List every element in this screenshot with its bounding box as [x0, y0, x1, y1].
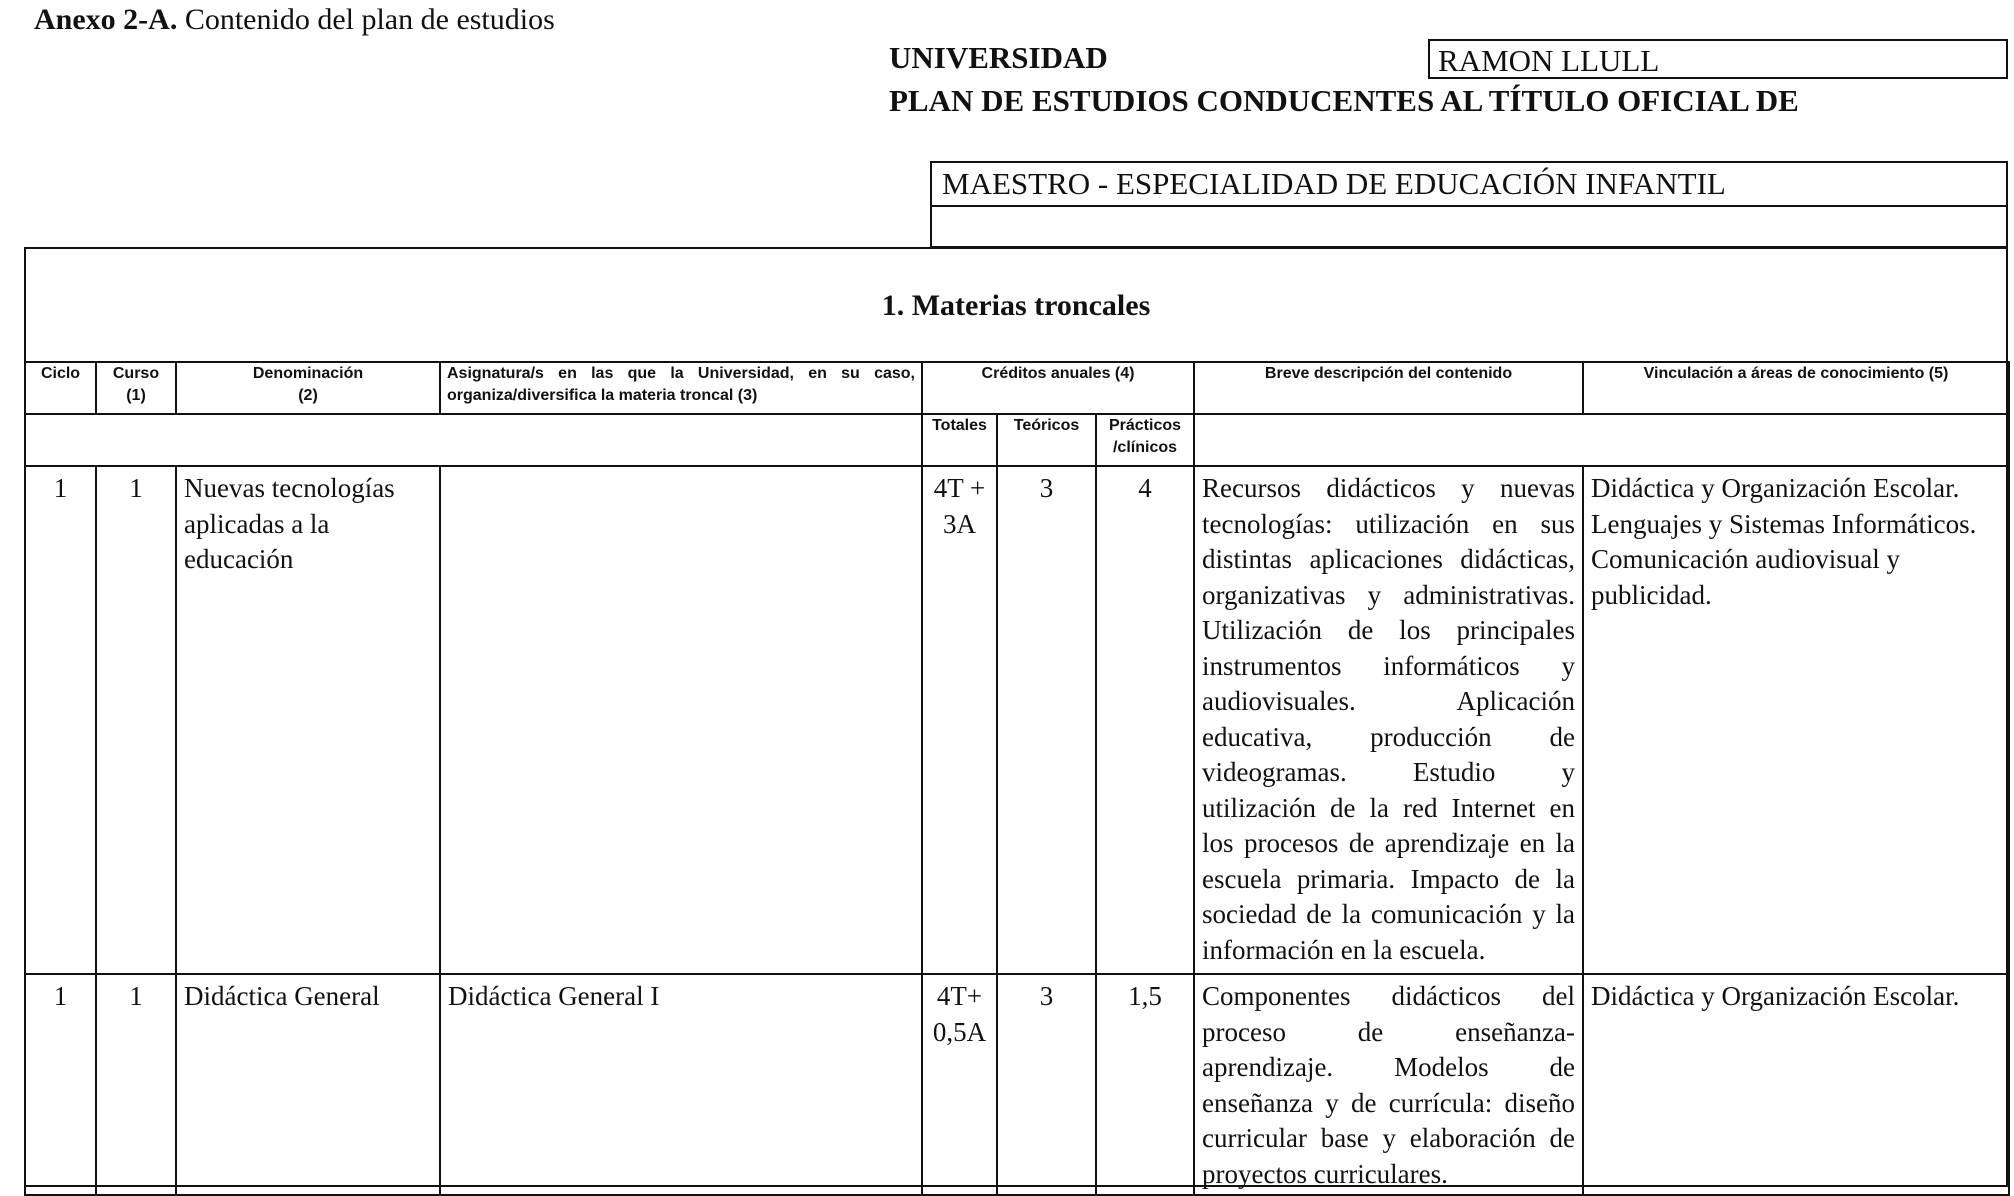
- header-denominacion-label: Denominación: [252, 365, 364, 382]
- subheader-empty: [25, 414, 922, 466]
- annex-title: [34, 2, 555, 38]
- header-denominacion: [176, 362, 440, 414]
- header-denominacion-note: (2): [298, 387, 318, 404]
- header-teoricos: Teóricos: [997, 414, 1096, 466]
- annex-subtitle: Contenido del plan de estudios: [177, 3, 555, 36]
- table-row: [25, 466, 2009, 974]
- cell-asignatura: Didáctica General I: [440, 974, 922, 1195]
- cell-teoricos: 3: [997, 466, 1096, 974]
- university-label: UNIVERSIDAD: [889, 40, 1108, 75]
- cell-teoricos: 3: [997, 974, 1096, 1195]
- plan-title: PLAN DE ESTUDIOS CONDUCENTES AL TÍTULO OFICIAL DE: [889, 83, 1799, 118]
- subheader-row: [25, 414, 2009, 466]
- header-curso: [96, 362, 176, 414]
- subheader-empty-right: [1194, 414, 2009, 466]
- cell-ciclo: 1: [25, 466, 96, 974]
- subjects-table: [24, 361, 2010, 1196]
- cell-practicos: 4: [1096, 466, 1194, 974]
- cell-practicos: 1,5: [1096, 974, 1194, 1195]
- header-curso-note: (1): [126, 387, 146, 404]
- cell-curso: 1: [96, 974, 176, 1195]
- header-totales: Totales: [922, 414, 997, 466]
- university-name-box: RAMON LLULL: [1428, 39, 2008, 79]
- table-row: [25, 974, 2009, 1195]
- header-creditos: Créditos anuales (4): [922, 362, 1194, 414]
- degree-title: MAESTRO - ESPECIALIDAD DE EDUCACIÓN INFANTIL: [932, 163, 2006, 207]
- header-asignatura: Asignatura/s en las que la Universidad, en su caso, organiza/diversifica la materia troncal (3): [440, 362, 922, 414]
- cell-ciclo: 1: [25, 974, 96, 1195]
- degree-box: [930, 161, 2008, 248]
- header-vinculacion: Vinculación a áreas de conocimiento (5): [1583, 362, 2009, 414]
- cell-totales: 4T+ 0,5A: [922, 974, 997, 1195]
- cell-vinculacion: Didáctica y Organización Escolar. Lenguajes y Sistemas Informáticos. Comunicación audiovisual y publicidad.: [1583, 466, 2009, 974]
- cell-asignatura: [440, 466, 922, 974]
- cell-denominacion: Didáctica General: [176, 974, 440, 1195]
- header-descripcion: Breve descripción del contenido: [1194, 362, 1583, 414]
- cell-descripcion: Componentes didácticos del proceso de enseñanza-aprendizaje. Modelos de enseñanza y de currícula: diseño curricular base y elaboración de proyectos curriculares.: [1194, 974, 1583, 1195]
- cell-curso: 1: [96, 466, 176, 974]
- header-row: [25, 362, 2009, 414]
- cell-descripcion: Recursos didácticos y nuevas tecnologías: utilización en sus distintas aplicaciones didácticas, organizativas y administrativas. Utilización de los principales instrumentos informáticos y audiovisuales. Aplicación educativa, producción de videogramas. Estudio y utilización de la red Internet en los procesos de aprendizaje en la escuela primaria. Impacto de la sociedad de la comunicación y la información en la escuela.: [1194, 466, 1583, 974]
- annex-label: Anexo 2-A.: [34, 3, 178, 36]
- header-practicos: Prácticos /clínicos: [1096, 414, 1194, 466]
- cell-totales: 4T + 3A: [922, 466, 997, 974]
- header-curso-label: Curso: [112, 365, 160, 382]
- section-title: 1. Materias troncales: [881, 289, 1151, 322]
- header-ciclo: Ciclo: [25, 362, 96, 414]
- cell-vinculacion: Didáctica y Organización Escolar.: [1583, 974, 2009, 1195]
- cell-denominacion: Nuevas tecnologías aplicadas a la educación: [176, 466, 440, 974]
